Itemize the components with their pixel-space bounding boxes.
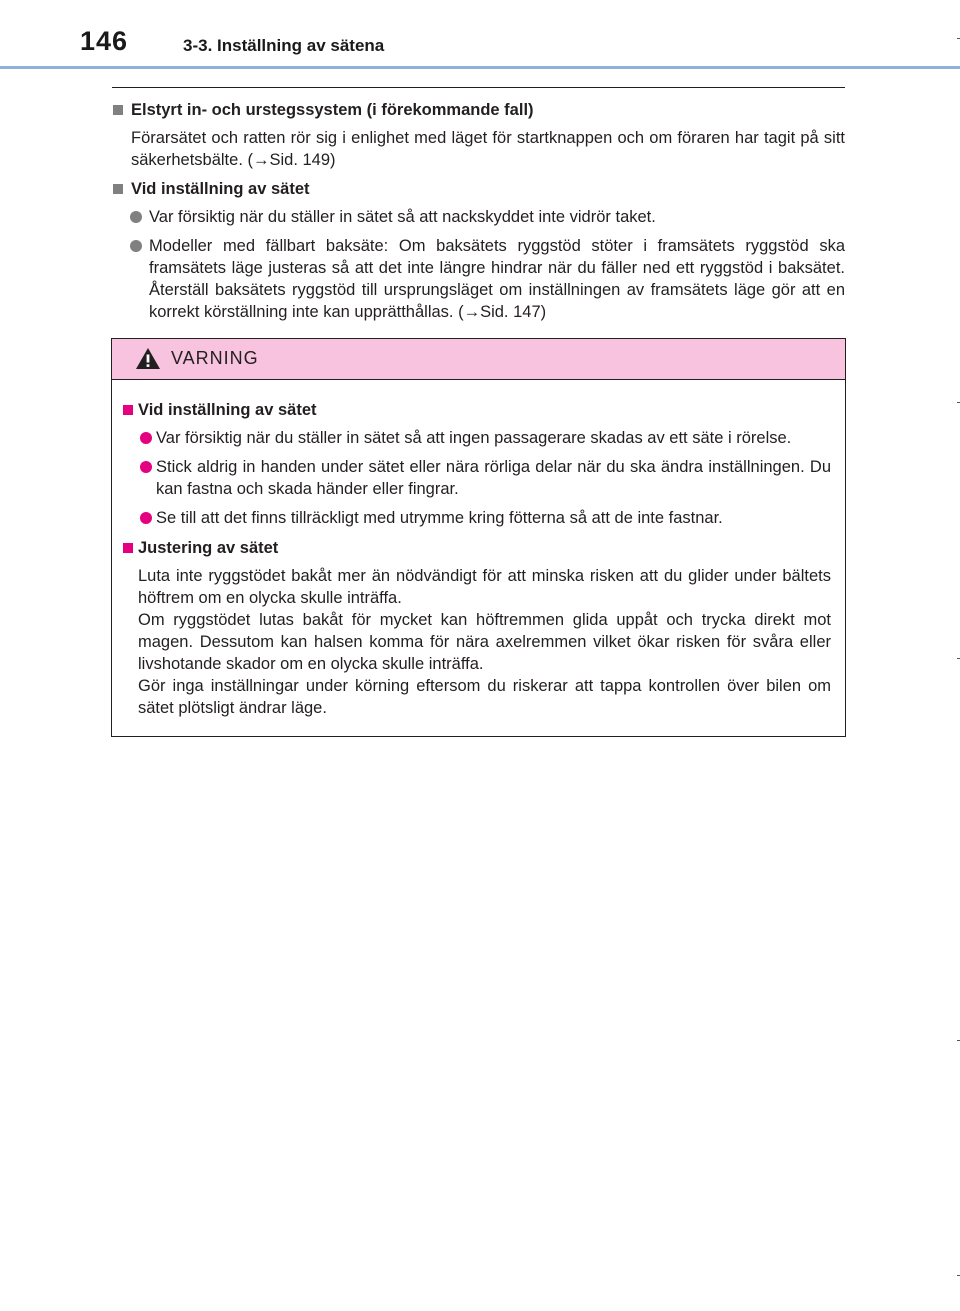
warning-bullet-text: Var försiktig när du ställer in sätet så att ingen passagerare skadas av ett säte i rörelse. <box>156 429 792 447</box>
square-bullet-icon <box>123 405 133 415</box>
section-heading-text: Vid inställning av sätet <box>131 180 310 198</box>
warning-bullet-text: Se till att det finns tillräckligt med utrymme kring fötterna så att de inte fastnar. <box>156 509 723 527</box>
main-content <box>112 98 845 330</box>
warning-bullet-item <box>122 507 831 529</box>
warning-heading-text: Justering av sätet <box>138 539 279 557</box>
bullet-text: Var försiktig när du ställer in sätet så att nackskyddet inte vidrör taket. <box>149 208 656 226</box>
warning-body <box>112 380 845 719</box>
warning-bullet-item <box>122 427 831 449</box>
warning-heading-text: Vid inställning av sätet <box>138 401 317 419</box>
warning-paragraph: Gör inga inställningar under körning eftersom du riskerar att tappa kontrollen över bilen om sätet plötsligt ändrar läge. <box>138 677 831 717</box>
warning-title: VARNING <box>171 348 259 368</box>
page-number: 146 <box>80 26 129 56</box>
warning-heading-seat-adjust <box>122 398 831 422</box>
warning-paragraph: Om ryggstödet lutas bakåt för mycket kan höftremmen glida uppåt och trycka direkt mot magen. Dessutom kan halsen komma för nära axelremmen vilket ökar risken för svåra eller livshotande skador om en olycka skulle inträffa. <box>138 611 831 673</box>
section-heading-text: Elstyrt in- och urstegssystem (i förekommande fall) <box>131 101 534 119</box>
warning-heading-seat-tilt <box>122 536 831 560</box>
square-bullet-icon <box>123 543 133 553</box>
circle-bullet-icon <box>130 211 142 223</box>
page-header <box>0 0 960 70</box>
circle-bullet-icon <box>140 432 152 444</box>
circle-bullet-icon <box>130 240 142 252</box>
circle-bullet-icon <box>140 512 152 524</box>
circle-bullet-icon <box>140 461 152 473</box>
warning-header <box>112 339 845 380</box>
warning-paragraph: Luta inte ryggstödet bakåt mer än nödvändigt för att minska risken att du glider under bältets höftrem om en olycka skulle inträffa. <box>138 567 831 607</box>
square-bullet-icon <box>113 105 123 115</box>
section-heading-seat-adjust <box>112 177 845 201</box>
chapter-title: 3-3. Inställning av sätena <box>183 36 385 55</box>
section-body-text: Förarsätet och ratten rör sig i enlighet med läget för startknappen och om föraren har tagit på sitt säkerhetsbälte. (→Sid. 149) <box>131 129 845 169</box>
warning-box <box>111 338 846 737</box>
section-heading-entry-system <box>112 98 845 122</box>
bullet-item <box>112 206 845 228</box>
header-rule <box>0 66 960 69</box>
content-rule <box>112 87 845 88</box>
warning-triangle-icon <box>135 347 161 370</box>
square-bullet-icon <box>113 184 123 194</box>
bullet-item <box>112 235 845 323</box>
warning-bullet-item <box>122 456 831 500</box>
warning-bullet-text: Stick aldrig in handen under sätet eller nära rörliga delar när du ska ändra inställningen. Du kan fastna och skada händer eller fingrar. <box>156 458 831 498</box>
bullet-text: Modeller med fällbart baksäte: Om baksätets ryggstöd stöter i framsätets ryggstöd ska framsätets läge justeras så att det inte längre hindrar när du fäller ned ett ryggstöd i baksätet. Återställ baksätets ryggstöd till ursprungsläget om inställningen av framsätets läge gör att en korrekt körställning inte kan upprätthållas. (→Sid. 147) <box>149 237 845 321</box>
